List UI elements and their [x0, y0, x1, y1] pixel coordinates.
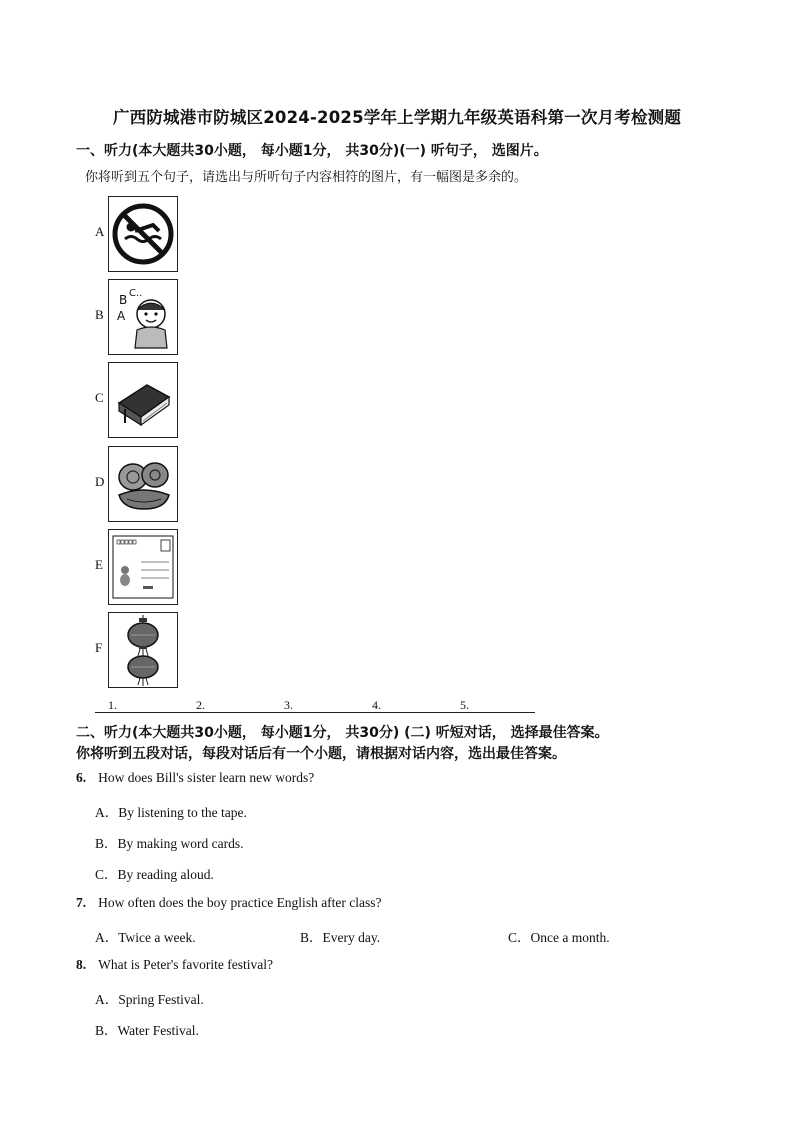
svg-text:B: B [119, 293, 128, 307]
option-8a[interactable]: A．Spring Festival. [95, 992, 204, 1007]
picture-letter: F [95, 640, 103, 655]
part2-heading-line2: 你将听到五段对话，每段对话后有一个小题，请根据对话内容，选出最佳答案。 [76, 746, 566, 762]
part1-instruction: 你将听到五个句子，请选出与所听句子内容相符的图片，有一幅图是多余的。 [85, 170, 528, 185]
question-number: 8. [76, 957, 87, 972]
picture-letter: C [95, 390, 104, 405]
question-text: What is Peter's favorite festival? [98, 957, 273, 972]
answer-slot-1: 1. [108, 698, 117, 712]
answer-line[interactable] [95, 698, 535, 713]
option-8b[interactable]: B．Water Festival. [95, 1023, 199, 1038]
answer-slot-4: 4. [372, 698, 381, 712]
mooncakes-icon [108, 446, 178, 522]
no-swimming-icon [108, 196, 178, 272]
picture-letter: B [95, 307, 104, 322]
question-number: 7. [76, 895, 87, 910]
option-7c[interactable]: C．Once a month. [508, 930, 610, 945]
question-7 [76, 895, 382, 911]
part2-heading-line1: 二、听力(本大题共30小题， 每小题1分， 共30分) (二) 听短对话， 选择最佳答案。 [76, 725, 609, 741]
answer-slot-2: 2. [196, 698, 205, 712]
question-8 [76, 957, 273, 973]
option-6c[interactable]: C．By reading aloud. [95, 867, 214, 882]
question-6 [76, 770, 314, 786]
book-icon [108, 362, 178, 438]
lanterns-icon [108, 612, 178, 688]
picture-letter: A [95, 224, 105, 239]
question-number: 6. [76, 770, 87, 785]
part1-heading: 一、听力(本大题共30小题， 每小题1分， 共30分)(一) 听句子， 选图片。 [76, 143, 548, 159]
option-6b[interactable]: B．By making word cards. [95, 836, 244, 851]
svg-text:C..: C.. [129, 288, 143, 299]
answer-slot-3: 3. [284, 698, 293, 712]
option-6a[interactable]: A．By listening to the tape. [95, 805, 247, 820]
answer-slot-5: 5. [460, 698, 469, 712]
child-abc-icon [108, 279, 178, 355]
question-text: How does Bill's sister learn new words? [98, 770, 315, 785]
svg-text:A: A [117, 309, 126, 323]
option-7b[interactable]: B．Every day. [300, 930, 381, 945]
picture-letter: E [95, 557, 103, 572]
postcard-icon [108, 529, 178, 605]
picture-letter: D [95, 474, 105, 489]
page-title: 广西防城港市防城区2024-2025学年上学期九年级英语科第一次月考检测题 [112, 108, 682, 127]
question-text: How often does the boy practice English after class? [98, 895, 382, 910]
option-7a[interactable]: A．Twice a week. [95, 930, 196, 945]
